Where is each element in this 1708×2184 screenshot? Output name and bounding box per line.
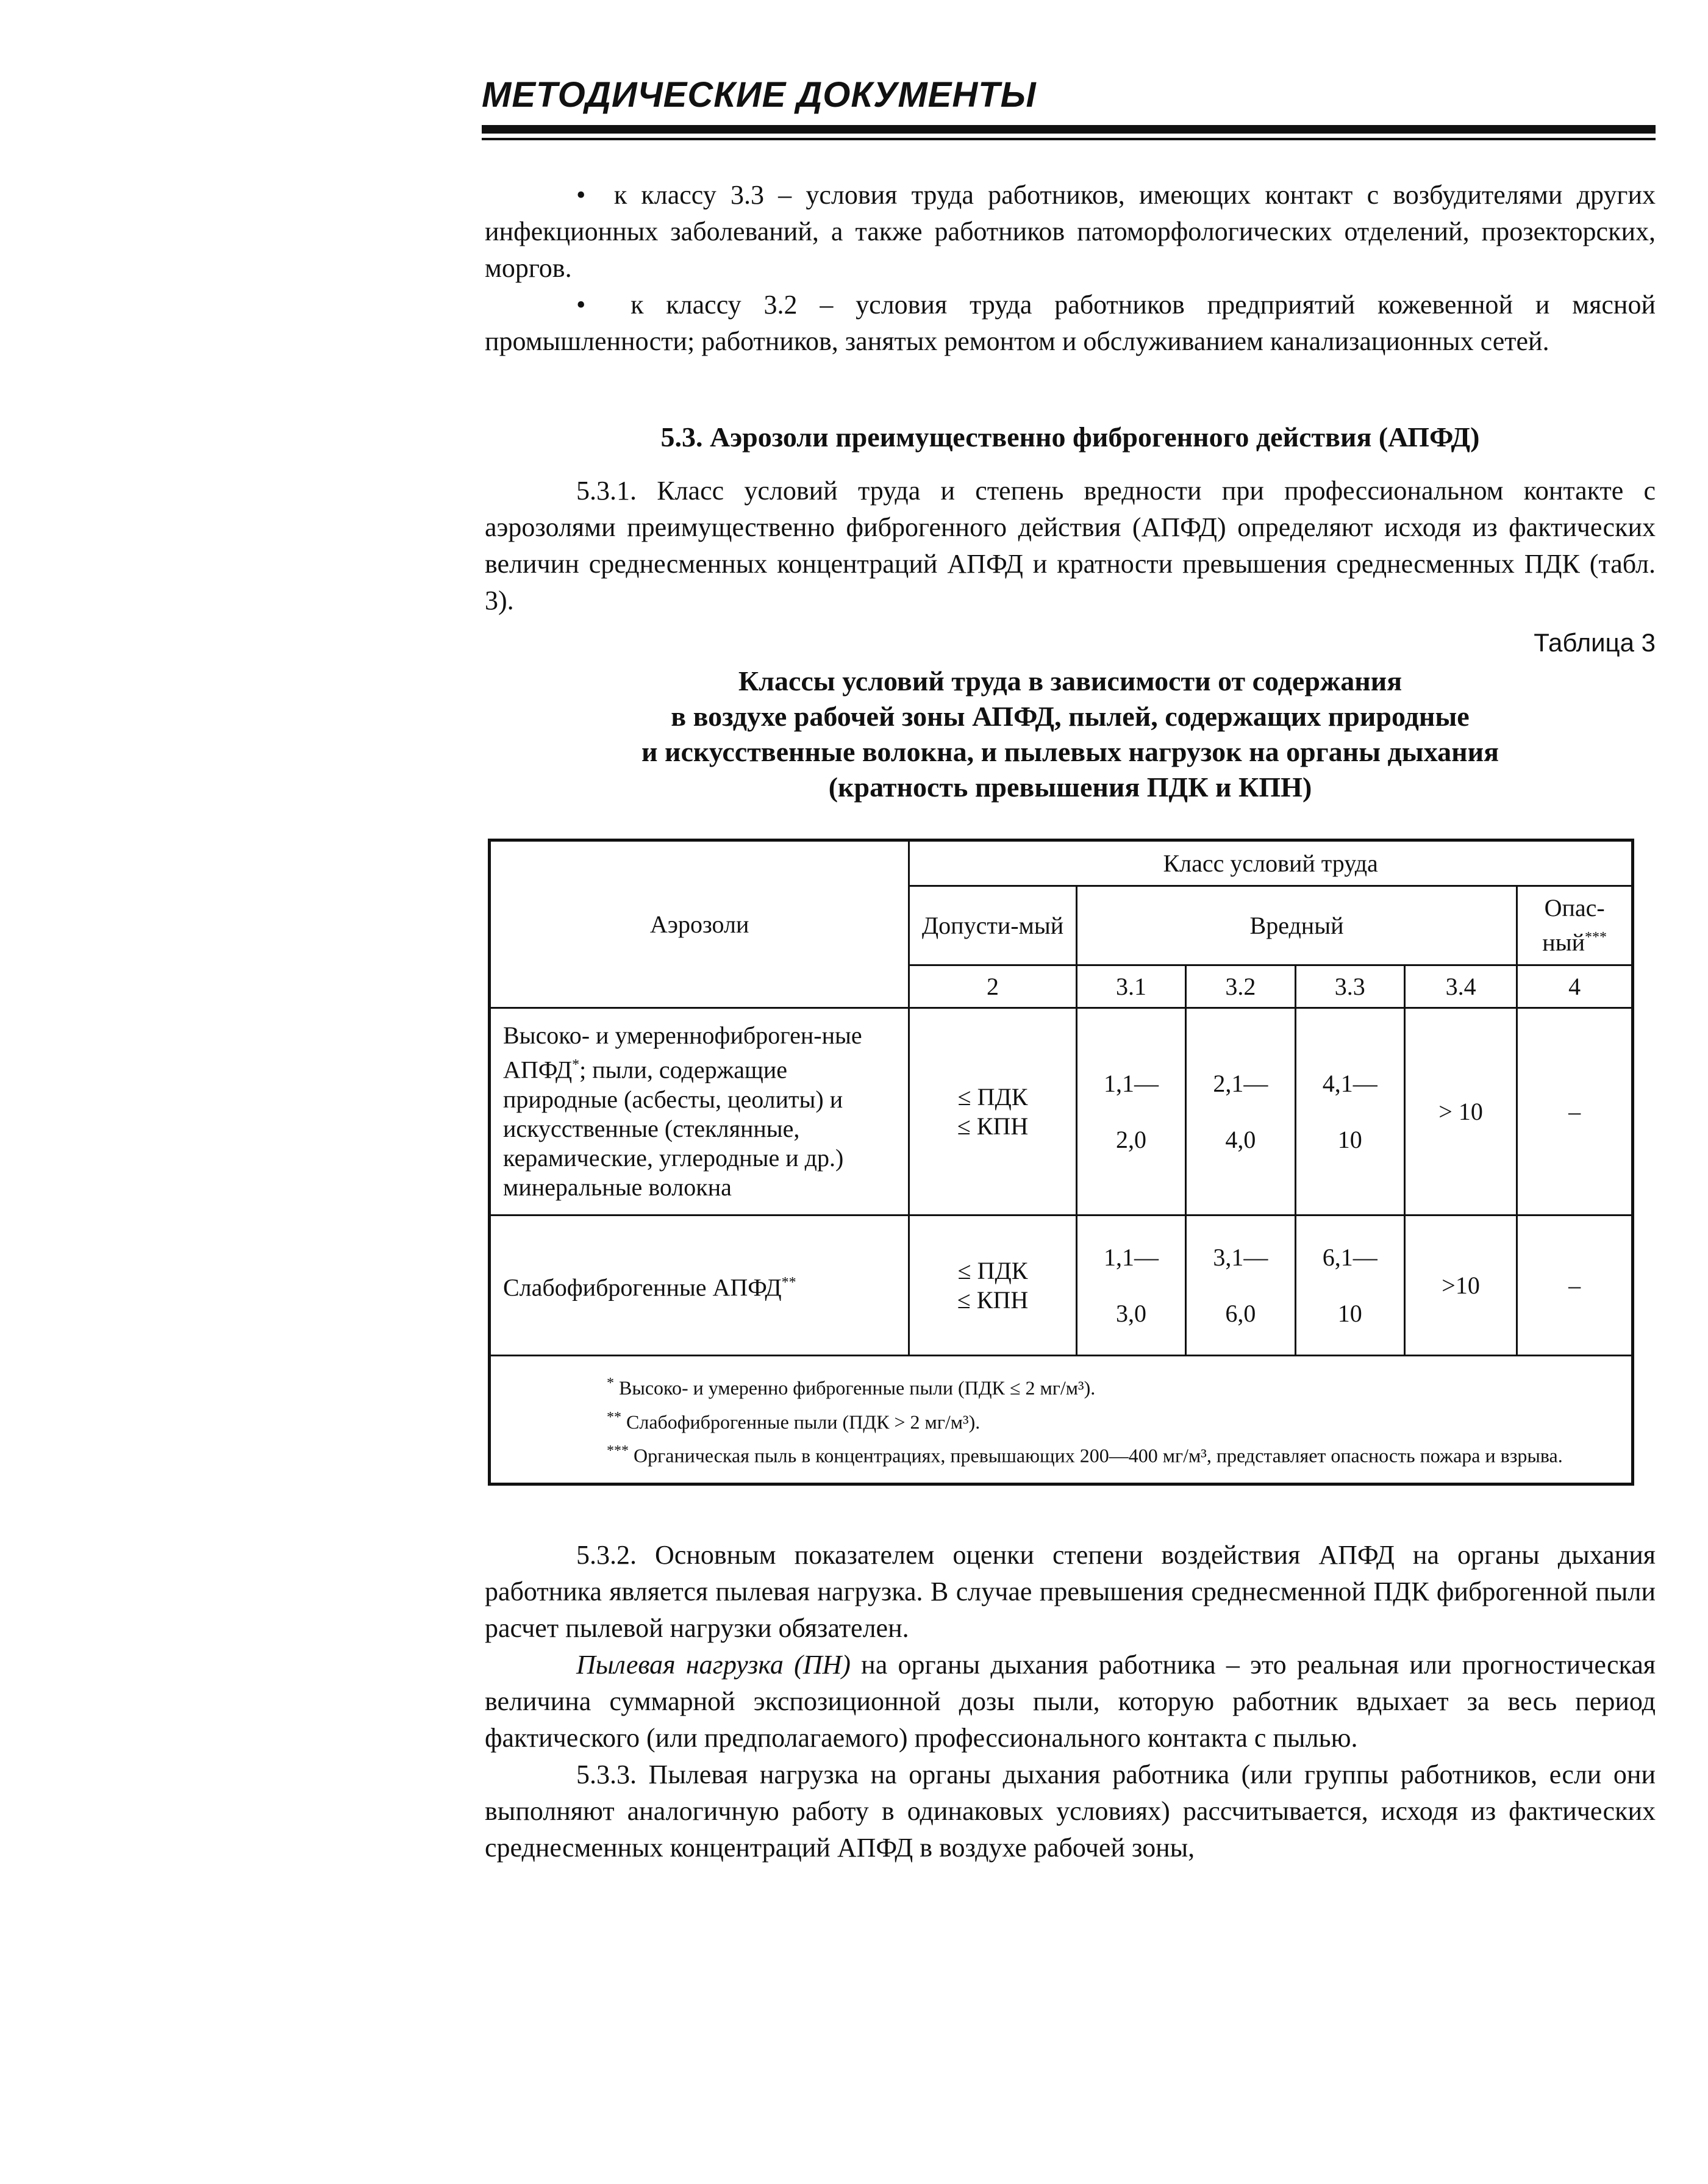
header-dangerous: Опас-ный*** xyxy=(1517,886,1633,965)
table-footnotes xyxy=(490,1356,1633,1484)
row2-c31: 1,1— 3,0 xyxy=(1076,1216,1185,1356)
bullet-class-3-2: • к классу 3.2 – условия труда работников предприятий кожевенной и мясной промышленности; работников, занятых ремонтом и обслуживанием канализационных сетей. xyxy=(485,290,1656,356)
row2-c34: >10 xyxy=(1404,1216,1517,1356)
intro-block xyxy=(485,177,1656,360)
table-row xyxy=(490,1008,1633,1216)
code-cell: 4 xyxy=(1517,965,1633,1008)
row1-c33: 4,1— 10 xyxy=(1295,1008,1404,1216)
after-table-block xyxy=(485,1537,1656,1866)
footnote-3: *** Органическая пыль в концентрациях, превышающих 200—400 мг/м³, представляет опасность пожара и взрыва. xyxy=(607,1443,1563,1467)
paragraph-dust-load-definition: Пылевая нагрузка (ПН) на органы дыхания работника – это реальная или прогностическая величина суммарной экспозиционной дозы пыли, которую работник вдыхает за весь период фактического (или предполагаемого) профессионального контакта с пылью. xyxy=(485,1650,1656,1753)
row2-c32: 3,1— 6,0 xyxy=(1186,1216,1295,1356)
row1-c32: 2,1— 4,0 xyxy=(1186,1008,1295,1216)
row2-name: Слабофиброгенные АПФД** xyxy=(490,1216,909,1356)
header-harmful: Вредный xyxy=(1076,886,1517,965)
bullet-icon: • xyxy=(576,180,614,210)
bullet-icon: • xyxy=(576,290,631,320)
page-header-title: МЕТОДИЧЕСКИЕ ДОКУМЕНТЫ xyxy=(482,75,1037,115)
code-cell: 3.3 xyxy=(1295,965,1404,1008)
row1-allowed: ≤ ПДК ≤ КПН xyxy=(909,1008,1076,1216)
table-label: Таблица 3 xyxy=(1534,628,1656,657)
code-cell: 3.2 xyxy=(1186,965,1295,1008)
header-class: Класс условий труда xyxy=(909,840,1633,886)
row1-c4: – xyxy=(1517,1008,1633,1216)
row1-c34: > 10 xyxy=(1404,1008,1517,1216)
footnote-2: ** Слабофиброгенные пыли (ПДК > 2 мг/м³). xyxy=(607,1409,981,1433)
code-cell: 3.4 xyxy=(1404,965,1517,1008)
row2-c4: – xyxy=(1517,1216,1633,1356)
header-rule-thin xyxy=(482,138,1656,140)
term-dust-load: Пылевая нагрузка (ПН) xyxy=(576,1650,851,1680)
header-rule-thick xyxy=(482,125,1656,134)
bullet-class-3-3: • к классу 3.3 – условия труда работников, имеющих контакт с возбудителями других инфекционных заболеваний, а также работников патоморфологических отделений, прозекторских, моргов. xyxy=(485,180,1656,283)
header-aerosols: Аэрозоли xyxy=(490,840,909,1008)
row2-c33: 6,1— 10 xyxy=(1295,1216,1404,1356)
code-cell: 3.1 xyxy=(1076,965,1185,1008)
paragraph-5-3-3: 5.3.3. Пылевая нагрузка на органы дыхания работника (или группы работников, если они выполняют аналогичную работу в одинаковых условиях) рассчитывается, исходя из фактических среднесменных концентраций АПФД в воздухе рабочей зоны, xyxy=(485,1760,1656,1863)
table-notes-row xyxy=(490,1356,1633,1484)
footnote-1: * Высоко- и умеренно фиброгенные пыли (ПДК ≤ 2 мг/м³). xyxy=(607,1375,1096,1399)
row1-name: Высоко- и умереннофиброген-ные АПФД*; пыли, содержащие природные (асбесты, цеолиты) и искусственные (стеклянные, керамические, углеродные и др.) минеральные волокна xyxy=(490,1008,909,1216)
paragraph-5-3-1: 5.3.1. Класс условий труда и степень вредности при профессиональном контакте с аэрозолями преимущественно фиброгенного действия (АПФД) определяют исходя из фактических величин среднесменных концентраций АПФД и кратности превышения среднесменных ПДК (табл. 3). xyxy=(485,476,1656,615)
section-heading: 5.3. Аэрозоли преимущественно фиброгенного действия (АПФД) xyxy=(660,421,1480,453)
table-title: Классы условий труда в зависимости от содержания в воздухе рабочей зоны АПФД, пылей, содержащих природные и искусственные волокна, и пылевых нагрузок на органы дыхания (кратность превышения ПДК и КПН) xyxy=(641,665,1499,803)
row2-allowed: ≤ ПДК ≤ КПН xyxy=(909,1216,1076,1356)
row1-c31: 1,1— 2,0 xyxy=(1076,1008,1185,1216)
code-cell: 2 xyxy=(909,965,1076,1008)
table-3 xyxy=(488,839,1634,1486)
paragraph-5-3-2: 5.3.2. Основным показателем оценки степени воздействия АПФД на органы дыхания работника является пылевая нагрузка. В случае превышения среднесменной ПДК фиброгенной пыли расчет пылевой нагрузки обязателен. xyxy=(485,1540,1656,1643)
header-allowed: Допусти-мый xyxy=(909,886,1076,965)
paragraph-5-3-1-block xyxy=(485,473,1656,619)
table-row xyxy=(490,1216,1633,1356)
